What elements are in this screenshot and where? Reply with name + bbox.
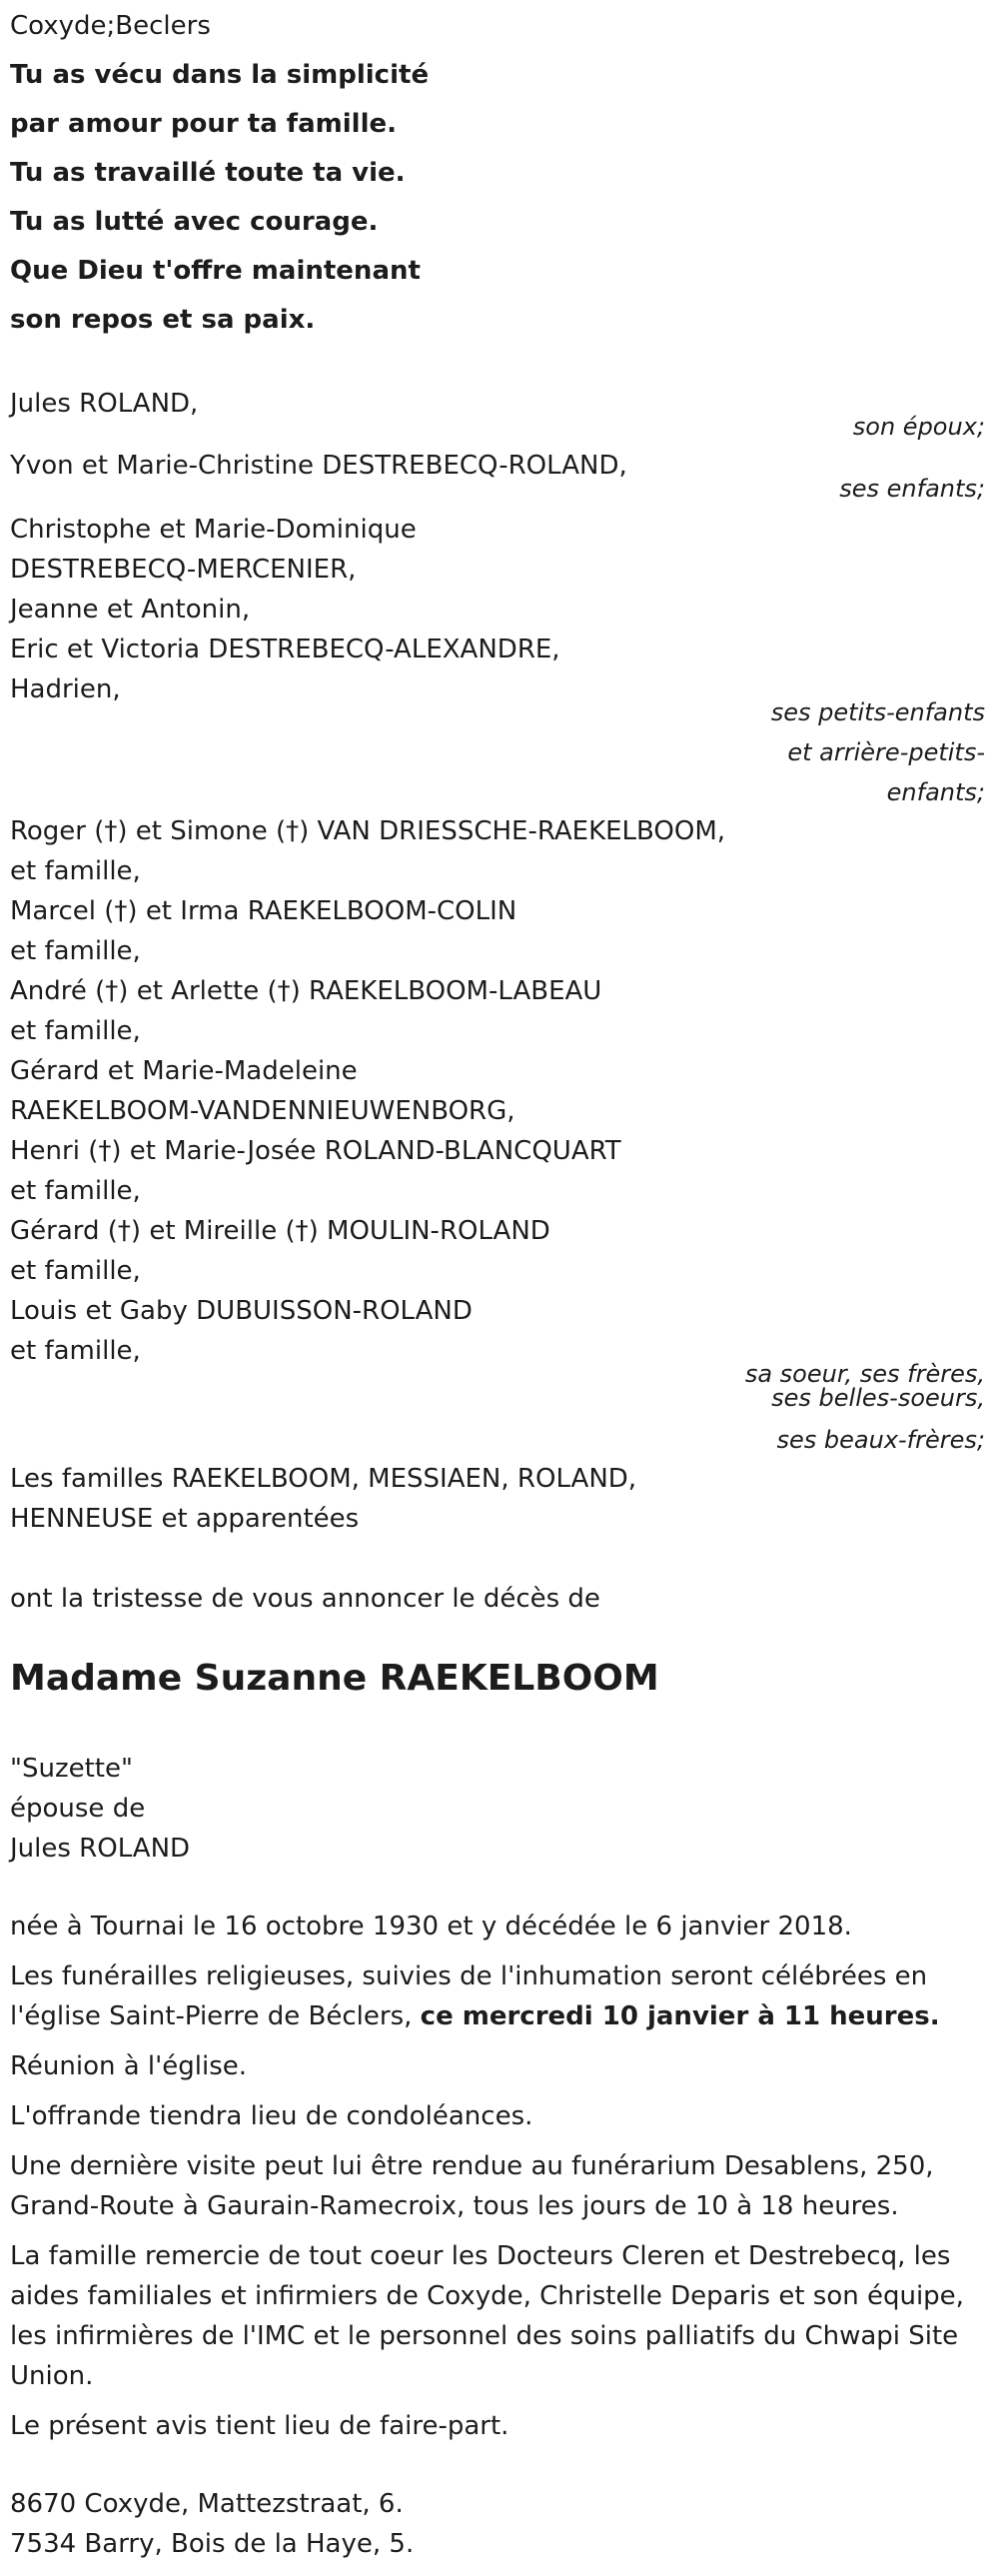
grandchild-line: Hadrien,: [10, 674, 121, 704]
poem-line: son repos et sa paix.: [10, 305, 316, 335]
children-role: ses enfants;: [839, 475, 985, 503]
poem-line: Tu as vécu dans la simplicité: [10, 60, 430, 90]
poem-line: Tu as travaillé toute ta vie.: [10, 158, 406, 188]
children-name: Yvon et Marie-Christine DESTREBECQ-ROLAND,: [10, 451, 627, 481]
deceased-name: Madame Suzanne RAEKELBOOM: [10, 1658, 659, 1699]
funeral-text: Les funérailles religieuses, suivies de l'inhumation seront célébrées en l'église Saint-Pierre de Béclers,: [10, 1961, 928, 2031]
siblings-role: sa soeur, ses frères,: [744, 1360, 985, 1388]
sibling-line: André (†) et Arlette (†) RAEKELBOOM-LABEAU: [10, 976, 602, 1006]
poem-line: Tu as lutté avec courage.: [10, 207, 379, 237]
sibling-line: et famille,: [10, 1336, 141, 1366]
sibling-line: Gérard (†) et Mireille (†) MOULIN-ROLAND: [10, 1216, 550, 1246]
siblings-role: ses belles-soeurs,: [771, 1384, 985, 1412]
spouse-role: son époux;: [852, 413, 985, 441]
grandchildren-role: ses petits-enfants: [770, 698, 985, 726]
poem-line: par amour pour ta famille.: [10, 109, 397, 139]
notice: Le présent avis tient lieu de faire-part.: [10, 2411, 509, 2441]
sibling-line: Marcel (†) et Irma RAEKELBOOM-COLIN: [10, 896, 517, 926]
funeral-date: ce mercredi 10 janvier à 11 heures.: [420, 2001, 940, 2031]
sibling-line: et famille,: [10, 1176, 141, 1206]
address-line: 7534 Barry, Bois de la Haye, 5.: [10, 2529, 415, 2559]
sibling-line: RAEKELBOOM-VANDENNIEUWENBORG,: [10, 1096, 515, 1126]
grandchild-line: Eric et Victoria DESTREBECQ-ALEXANDRE,: [10, 635, 560, 664]
families-line: HENNEUSE et apparentées: [10, 1504, 360, 1534]
offering: L'offrande tiendra lieu de condoléances.: [10, 2101, 533, 2131]
location-header: Coxyde;Beclers: [10, 11, 211, 41]
thanks: La famille remercie de tout coeur les Docteurs Cleren et Destrebecq, les aides familiales et infirmiers de Coxyde, Christelle Deparis et son équipe, les infirmières de l'IMC et le personnel des soins palliatifs du Chwapi Site Union.: [10, 2241, 964, 2391]
funeral-info: [10, 1956, 984, 2036]
sibling-line: et famille,: [10, 856, 141, 886]
grandchildren-role: enfants;: [886, 778, 985, 806]
sibling-line: et famille,: [10, 1256, 141, 1286]
spouse-name: Jules ROLAND,: [10, 389, 199, 419]
grandchild-line: Christophe et Marie-Dominique: [10, 515, 417, 545]
deceased-nickname: "Suzette": [10, 1754, 133, 1784]
sibling-line: et famille,: [10, 1016, 141, 1046]
deceased-relation: épouse de: [10, 1794, 146, 1824]
grandchildren-role: et arrière-petits-: [787, 738, 985, 766]
birth-death: née à Tournai le 16 octobre 1930 et y décédée le 6 janvier 2018.: [10, 1912, 852, 1941]
sibling-line: Roger (†) et Simone (†) VAN DRIESSCHE-RAEKELBOOM,: [10, 816, 726, 846]
deceased-spouse: Jules ROLAND: [10, 1834, 191, 1864]
reunion: Réunion à l'église.: [10, 2051, 248, 2081]
grandchild-line: DESTREBECQ-MERCENIER,: [10, 555, 357, 585]
poem-line: Que Dieu t'offre maintenant: [10, 256, 421, 286]
sibling-line: Gérard et Marie-Madeleine: [10, 1056, 358, 1086]
address-line: 8670 Coxyde, Mattezstraat, 6.: [10, 2489, 404, 2519]
sibling-line: Louis et Gaby DUBUISSON-ROLAND: [10, 1296, 473, 1326]
sibling-line: Henri (†) et Marie-Josée ROLAND-BLANCQUART: [10, 1136, 621, 1166]
families-line: Les familles RAEKELBOOM, MESSIAEN, ROLAND,: [10, 1464, 637, 1494]
visit-info: Une dernière visite peut lui être rendue au funérarium Desablens, 250, Grand-Route à Gaurain-Ramecroix, tous les jours de 10 à 18 heures.: [10, 2151, 934, 2221]
announcement: ont la tristesse de vous annoncer le décès de: [10, 1584, 600, 1614]
sibling-line: et famille,: [10, 936, 141, 966]
siblings-role: ses beaux-frères;: [776, 1426, 985, 1454]
grandchild-line: Jeanne et Antonin,: [10, 595, 251, 625]
